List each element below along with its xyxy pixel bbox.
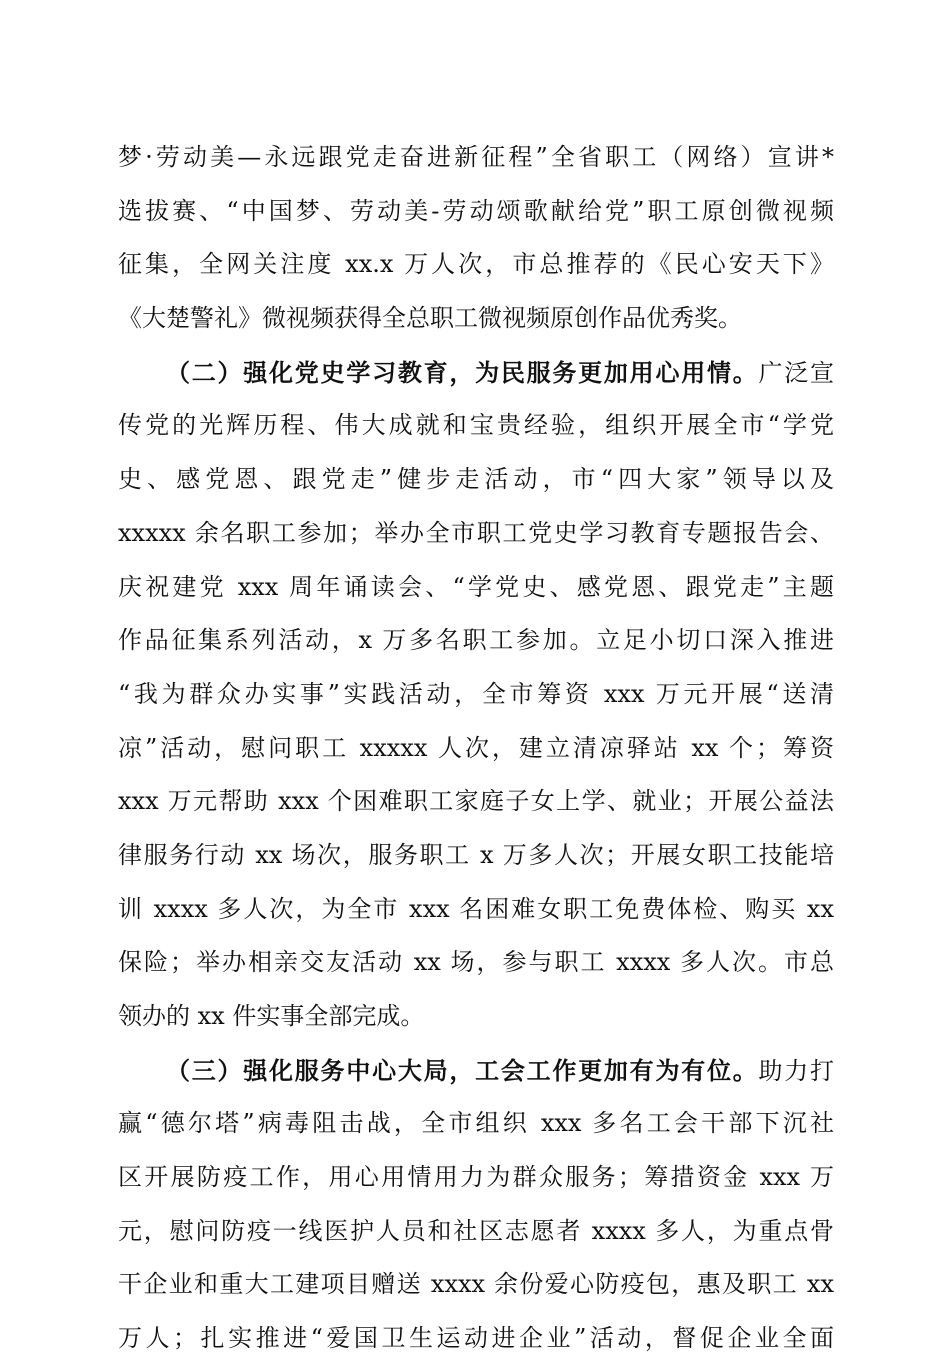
text-line: xxxxx 余名职工参加；举办全市职工党史学习教育专题报告会、 xyxy=(118,518,834,547)
section-heading-line xyxy=(118,1044,834,1098)
text-line: xxx 万元帮助 xxx 个困难职工家庭子女上学、就业；开展公益法 xyxy=(118,787,834,816)
text-line: “我为群众办实事”实践活动，全市筹资 xxx 万元开展“送清 xyxy=(118,679,834,708)
text-line: 《大楚警礼》微视频获得全总职工微视频原创作品优秀奖。 xyxy=(118,304,742,333)
text-line: 史、感党恩、跟党走”健步走活动，市“四大家”领导以及 xyxy=(118,465,834,494)
text-line: 赢“德尔塔”病毒阻击战，全市组织 xxx 多名工会干部下沉社 xyxy=(118,1109,834,1138)
paragraph-3 xyxy=(118,1044,834,1366)
text-line: 作品征集系列活动，x 万多名职工参加。立足小切口深入推进 xyxy=(118,626,834,655)
text-line: 梦·劳动美—永远跟党走奋进新征程”全省职工（网络）宣讲* xyxy=(118,143,834,171)
text-line: 传党的光辉历程、伟大成就和宝贵经验，组织开展全市“学党 xyxy=(118,411,834,440)
section-heading: （二）强化党史学习教育，为民服务更加用心用情。 xyxy=(166,357,759,387)
text-line: 保险；举办相亲交友活动 xx 场，参与职工 xxxx 多人次。市总 xyxy=(118,948,834,977)
text-line: 训 xxxx 多人次，为全市 xxx 名困难女职工免费体检、购买 xx xyxy=(118,894,834,923)
text-line: 征集，全网关注度 xx.x 万人次，市总推荐的《民心安天下》 xyxy=(118,250,834,279)
text-line: 区开展防疫工作，用心用情用力为群众服务；筹措资金 xxx 万 xyxy=(118,1163,834,1192)
text-line: 律服务行动 xx 场次，服务职工 x 万多人次；开展女职工技能培 xyxy=(118,840,834,869)
text-line: 选拔赛、“中国梦、劳动美-劳动颂歌献给党”职工原创微视频 xyxy=(118,196,834,225)
text-line: 凉”活动，慰问职工 xxxxx 人次，建立清凉驿站 xx 个；筹资 xyxy=(118,733,834,762)
text-line: 干企业和重大工建项目赠送 xxxx 余份爱心防疫包，惠及职工 xx xyxy=(118,1270,834,1299)
text-fragment: 助力打 xyxy=(758,1056,835,1085)
paragraph-2 xyxy=(118,346,834,1044)
text-line: 领办的 xx 件实事全部完成。 xyxy=(118,1002,425,1030)
section-heading-line xyxy=(118,346,834,400)
text-line: 元，慰问防疫一线医护人员和社区志愿者 xxxx 多人，为重点骨 xyxy=(118,1216,834,1245)
section-heading: （三）强化服务中心大局，工会工作更加有为有位。 xyxy=(166,1055,759,1085)
text-line: 庆祝建党 xxx 周年诵读会、“学党史、感党恩、跟党走”主题 xyxy=(118,572,834,601)
text-fragment: 广泛宣 xyxy=(758,358,835,387)
paragraph-1 xyxy=(118,131,834,346)
document-body xyxy=(118,131,834,1366)
text-line: 万人；扎实推进“爱国卫生运动进企业”活动，督促企业全面 xyxy=(118,1324,834,1353)
